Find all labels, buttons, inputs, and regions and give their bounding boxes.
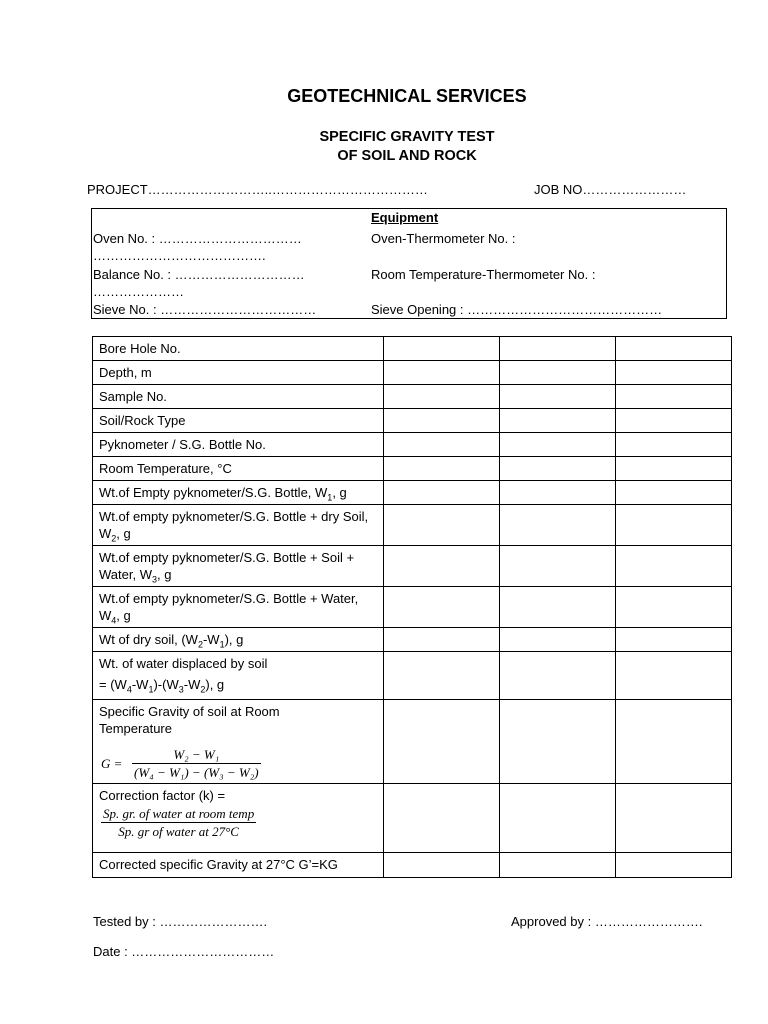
formula-lhs: G = bbox=[101, 756, 123, 771]
data-cell bbox=[384, 409, 500, 433]
row-label-w3: Wt.of empty pyknometer/S.G. Bottle + Soil + Water, $W_3$, g bbox=[93, 546, 384, 587]
test-data-table bbox=[92, 336, 732, 878]
specific-gravity-formula bbox=[99, 737, 377, 780]
fraction-denominator: Sp. gr of water at 27°C bbox=[118, 824, 239, 839]
job-no-field: JOB NO…………………… bbox=[534, 182, 687, 197]
data-cell bbox=[616, 433, 732, 457]
table-row bbox=[93, 385, 732, 409]
oven-no-field: Oven No. : …………………………… bbox=[93, 231, 302, 246]
table-row bbox=[93, 784, 732, 853]
data-cell bbox=[616, 587, 732, 628]
oven-thermometer-field: Oven-Thermometer No. : bbox=[371, 231, 516, 246]
equipment-heading: Equipment bbox=[371, 210, 439, 225]
data-cell bbox=[384, 337, 500, 361]
row-label-dry-soil: Wt of dry soil, $(W_2-W_1)$, g bbox=[93, 628, 384, 652]
table-row bbox=[93, 853, 732, 878]
table-row bbox=[93, 628, 732, 652]
data-cell bbox=[500, 505, 616, 546]
data-cell bbox=[616, 628, 732, 652]
table-row bbox=[93, 587, 732, 628]
table-row bbox=[93, 409, 732, 433]
project-field: PROJECT………………………..……………………………… bbox=[87, 182, 428, 197]
data-cell bbox=[616, 481, 732, 505]
data-cell bbox=[384, 433, 500, 457]
row-label-w1: Wt.of Empty pyknometer/S.G. Bottle, $W_1$, g bbox=[93, 481, 384, 505]
data-cell bbox=[616, 853, 732, 878]
date-field: Date : …………………………… bbox=[93, 944, 275, 959]
fraction-bar bbox=[132, 763, 261, 764]
table-row bbox=[93, 361, 732, 385]
data-cell bbox=[500, 652, 616, 700]
data-cell bbox=[384, 457, 500, 481]
balance-no-continuation: ………………… bbox=[93, 284, 184, 299]
data-cell bbox=[384, 481, 500, 505]
tested-by-field: Tested by : ……………………. bbox=[93, 914, 268, 929]
table-row bbox=[93, 546, 732, 587]
water-displaced-line-2: = $(W_4-W_1)-(W_3-W_2)$, g bbox=[99, 677, 225, 695]
data-cell bbox=[384, 385, 500, 409]
data-cell bbox=[500, 337, 616, 361]
test-title-line-1: SPECIFIC GRAVITY TEST bbox=[319, 129, 495, 145]
data-cell bbox=[500, 433, 616, 457]
data-cell bbox=[384, 853, 500, 878]
specific-gravity-line-2: Temperature bbox=[99, 721, 172, 736]
data-cell bbox=[500, 853, 616, 878]
sieve-opening-field: Sieve Opening : ……………………………………… bbox=[371, 302, 663, 317]
data-cell bbox=[616, 652, 732, 700]
data-cell bbox=[384, 361, 500, 385]
table-row bbox=[93, 337, 732, 361]
equipment-section bbox=[91, 208, 727, 319]
data-cell bbox=[500, 628, 616, 652]
table-row bbox=[93, 481, 732, 505]
data-cell bbox=[500, 784, 616, 853]
data-cell bbox=[384, 784, 500, 853]
data-cell bbox=[500, 457, 616, 481]
data-cell bbox=[616, 784, 732, 853]
data-cell bbox=[500, 700, 616, 784]
data-cell bbox=[616, 361, 732, 385]
row-label-specific-gravity bbox=[93, 700, 384, 784]
row-label: Depth, m bbox=[93, 361, 384, 385]
data-cell bbox=[500, 409, 616, 433]
data-cell bbox=[500, 481, 616, 505]
data-cell bbox=[616, 385, 732, 409]
correction-factor-formula bbox=[99, 804, 377, 839]
data-cell bbox=[384, 628, 500, 652]
oven-no-continuation: …………………………………. bbox=[93, 248, 266, 263]
data-cell bbox=[616, 505, 732, 546]
data-cell bbox=[384, 652, 500, 700]
data-cell bbox=[500, 546, 616, 587]
specific-gravity-line-1: Specific Gravity of soil at Room bbox=[99, 704, 280, 719]
data-cell bbox=[384, 587, 500, 628]
row-label-correction-factor bbox=[93, 784, 384, 853]
data-cell bbox=[500, 385, 616, 409]
fraction-bar bbox=[101, 822, 256, 823]
data-cell bbox=[384, 505, 500, 546]
row-label: Bore Hole No. bbox=[93, 337, 384, 361]
water-displaced-line-1: Wt. of water displaced by soil bbox=[99, 656, 268, 671]
row-label-w2: Wt.of empty pyknometer/S.G. Bottle + dry Soil, $W_2$, g bbox=[93, 505, 384, 546]
data-cell bbox=[616, 337, 732, 361]
correction-fraction bbox=[101, 806, 256, 839]
row-label: Corrected specific Gravity at 27°C G’=KG bbox=[93, 853, 384, 878]
table-row bbox=[93, 433, 732, 457]
row-label-water-displaced bbox=[93, 652, 384, 700]
table-row bbox=[93, 652, 732, 700]
fraction-denominator: (W₄ − W₁) − (W₃ − W₂) bbox=[134, 765, 259, 780]
page-title: GEOTECHNICAL SERVICES bbox=[287, 86, 527, 106]
data-cell bbox=[616, 457, 732, 481]
row-label: Soil/Rock Type bbox=[93, 409, 384, 433]
test-title-line-2: OF SOIL AND ROCK bbox=[337, 148, 477, 164]
sieve-no-field: Sieve No. : ……………………………… bbox=[93, 302, 317, 317]
data-cell bbox=[384, 700, 500, 784]
table-row bbox=[93, 457, 732, 481]
fraction-numerator: W₂ − W₁ bbox=[173, 747, 220, 762]
specific-gravity-fraction bbox=[132, 747, 261, 780]
fraction-numerator: Sp. gr. of water at room temp bbox=[103, 806, 255, 821]
data-cell bbox=[500, 587, 616, 628]
row-label-w4: Wt.of empty pyknometer/S.G. Bottle + Water, $W_4$, g bbox=[93, 587, 384, 628]
data-cell bbox=[616, 546, 732, 587]
row-label: Pyknometer / S.G. Bottle No. bbox=[93, 433, 384, 457]
row-label: Room Temperature, °C bbox=[93, 457, 384, 481]
data-cell bbox=[616, 409, 732, 433]
correction-factor-label: Correction factor (k) = bbox=[99, 788, 226, 803]
table-row bbox=[93, 505, 732, 546]
data-cell bbox=[384, 546, 500, 587]
table-row bbox=[93, 700, 732, 784]
data-cell bbox=[500, 361, 616, 385]
room-thermometer-field: Room Temperature-Thermometer No. : bbox=[371, 267, 596, 282]
approved-by-field: Approved by : ……………………. bbox=[511, 914, 703, 929]
balance-no-field: Balance No. : ………………………… bbox=[93, 267, 305, 282]
row-label: Sample No. bbox=[93, 385, 384, 409]
data-cell bbox=[616, 700, 732, 784]
